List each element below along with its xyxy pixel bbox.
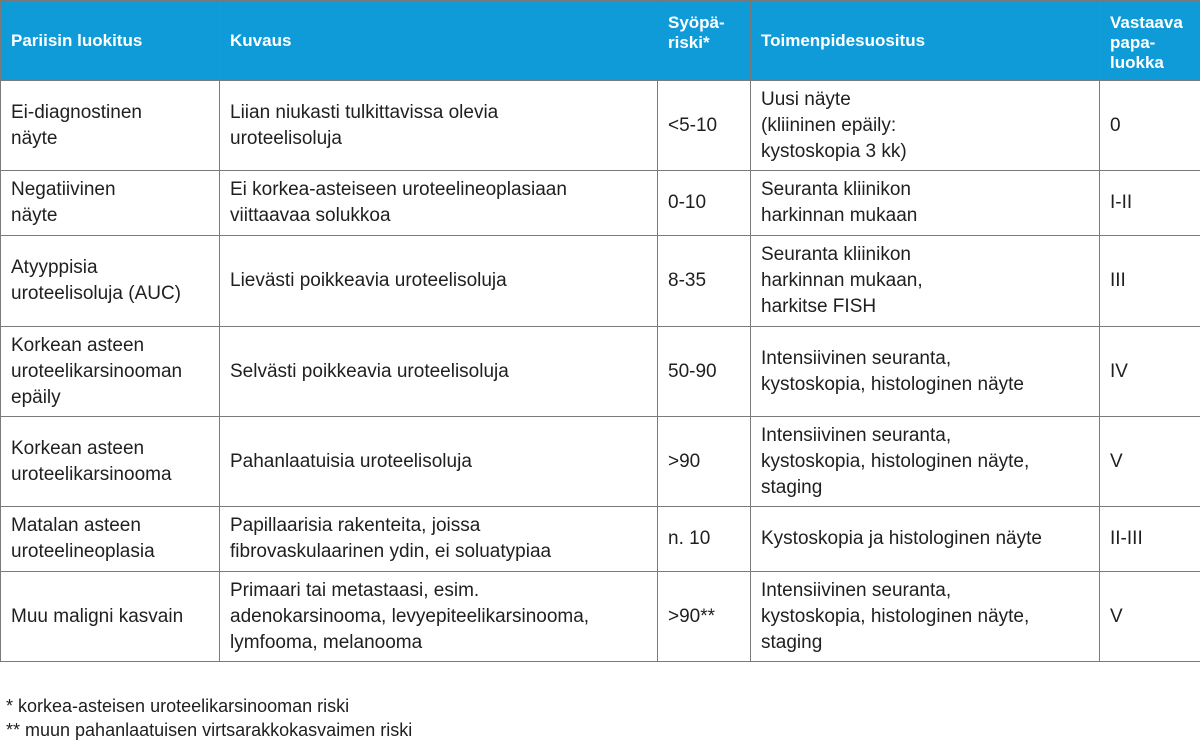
cell-line: Matalan asteen (11, 515, 141, 536)
table-row (1, 171, 1200, 236)
cell-line: 0 (1110, 114, 1121, 136)
cell-line: V (1110, 605, 1123, 627)
cell-papa-class (1100, 81, 1200, 171)
cell-line: Primaari tai metastaasi, esim. (230, 579, 480, 601)
cell-line: epäily (11, 386, 61, 408)
cell-line: Uusi näyte (761, 88, 851, 110)
cell-line: Kystoskopia ja histologinen näyte (761, 528, 1042, 549)
cell-line: viittaavaa solukkoa (230, 205, 391, 226)
cell-line: I-II (1110, 192, 1133, 213)
header-description (220, 1, 658, 81)
cell-line: kystoskopia, histologinen näyte, (761, 450, 1030, 472)
header-papa-class (1100, 1, 1200, 81)
cell-line: papa- (1110, 33, 1156, 52)
cell-line: uroteelikarsinooman (11, 360, 183, 382)
cell-line: fibrovaskulaarinen ydin, ei soluatypiaa (230, 541, 552, 562)
header-classification (1, 1, 220, 81)
cell-line: Muu maligni kasvain (11, 605, 184, 627)
cell-line: II-III (1110, 528, 1143, 549)
header-recommended-action (751, 1, 1100, 81)
cell-description (220, 81, 658, 171)
cell-line: Liian niukasti tulkittavissa olevia (230, 101, 499, 123)
footnote-other-malignancy-risk: ** muun pahanlaatuisen virtsarakkokasvaimen riski (6, 720, 413, 740)
cell-line: Seuranta kliinikon (761, 179, 911, 200)
header-row (1, 1, 1200, 81)
cell-line: Kuvaus (230, 30, 292, 50)
cell-line: riski* (668, 33, 710, 52)
cell-recommended-action (751, 417, 1100, 507)
cell-line: Intensiivinen seuranta, (761, 347, 952, 369)
cell-line: >90** (668, 605, 716, 627)
cell-line: >90 (668, 450, 701, 472)
cell-line: Vastaava (1110, 13, 1183, 32)
cell-recommended-action (751, 507, 1100, 572)
header-cancer-risk (658, 1, 751, 81)
cell-description (220, 236, 658, 327)
cell-line: Toimenpidesuositus (761, 30, 926, 50)
cell-cancer-risk (658, 572, 751, 662)
footnotes (6, 694, 412, 742)
cell-line: Negatiivinen (11, 179, 116, 200)
footnote-cancer-risk: * korkea-asteisen uroteelikarsinooman riski (6, 696, 350, 716)
cell-line: III (1110, 270, 1126, 291)
cell-line: n. 10 (668, 528, 711, 549)
cell-line: V (1110, 450, 1123, 472)
cell-papa-class (1100, 327, 1200, 417)
cell-classification (1, 507, 220, 572)
cell-line: uroteelisoluja (230, 127, 342, 149)
cell-line: Lievästi poikkeavia uroteelisoluja (230, 270, 507, 291)
cell-line: uroteelineoplasia (11, 541, 155, 562)
cell-line: Pariisin luokitus (11, 30, 143, 50)
cell-recommended-action (751, 81, 1100, 171)
cell-papa-class (1100, 507, 1200, 572)
cell-cancer-risk (658, 417, 751, 507)
cell-papa-class (1100, 572, 1200, 662)
cell-line: 0-10 (668, 192, 707, 213)
cell-line: kystoskopia, histologinen näyte, (761, 605, 1030, 627)
table-row (1, 236, 1200, 327)
table-row (1, 507, 1200, 572)
cell-line: lymfooma, melanooma (230, 631, 423, 653)
cell-line: staging (761, 476, 823, 498)
cell-cancer-risk (658, 327, 751, 417)
cell-line: kystoskopia 3 kk) (761, 140, 907, 162)
cell-cancer-risk (658, 171, 751, 236)
cell-classification (1, 417, 220, 507)
cell-cancer-risk (658, 507, 751, 572)
table-row (1, 572, 1200, 662)
cell-line: IV (1110, 360, 1128, 382)
cell-line: Intensiivinen seuranta, (761, 424, 952, 446)
cell-line: (kliininen epäily: (761, 114, 897, 136)
cell-papa-class (1100, 171, 1200, 236)
cell-line: adenokarsinooma, levyepiteelikarsinooma, (230, 605, 590, 627)
cell-line: Atyyppisia (11, 257, 98, 278)
cell-line: 50-90 (668, 360, 717, 382)
cell-line: harkinnan mukaan, (761, 270, 923, 291)
cell-line: Intensiivinen seuranta, (761, 579, 952, 601)
cell-line: Papillaarisia rakenteita, joissa (230, 515, 481, 536)
cell-papa-class (1100, 417, 1200, 507)
cell-cancer-risk (658, 81, 751, 171)
table-row (1, 81, 1200, 171)
cell-line: harkinnan mukaan (761, 205, 918, 226)
cell-line: näyte (11, 127, 58, 149)
cell-classification (1, 327, 220, 417)
cell-description (220, 572, 658, 662)
cell-description (220, 417, 658, 507)
cell-line: Selvästi poikkeavia uroteelisoluja (230, 360, 509, 382)
cell-line: 8-35 (668, 270, 707, 291)
cell-line: staging (761, 631, 823, 653)
cell-cancer-risk (658, 236, 751, 327)
cell-recommended-action (751, 327, 1100, 417)
cell-recommended-action (751, 171, 1100, 236)
cell-classification (1, 236, 220, 327)
cell-line: Pahanlaatuisia uroteelisoluja (230, 450, 472, 472)
cell-recommended-action (751, 572, 1100, 662)
cell-line: näyte (11, 205, 58, 226)
cell-line: uroteelisoluja (AUC) (11, 283, 182, 304)
cell-description (220, 327, 658, 417)
cell-line: kystoskopia, histologinen näyte (761, 373, 1024, 395)
table-row (1, 417, 1200, 507)
cell-classification (1, 81, 220, 171)
cell-line: Seuranta kliinikon (761, 244, 911, 265)
cell-line: Ei korkea-asteiseen uroteelineoplasiaan (230, 179, 567, 200)
cell-line: Syöpä- (668, 13, 725, 32)
cell-classification (1, 572, 220, 662)
cell-line: uroteelikarsinooma (11, 463, 172, 485)
cell-line: Ei-diagnostinen (11, 101, 142, 123)
cell-classification (1, 171, 220, 236)
cell-description (220, 507, 658, 572)
cell-line: Korkean asteen (11, 334, 145, 356)
cell-line: luokka (1110, 53, 1164, 72)
cell-description (220, 171, 658, 236)
cell-line: harkitse FISH (761, 296, 877, 317)
cell-recommended-action (751, 236, 1100, 327)
cell-line: <5-10 (668, 114, 718, 136)
cell-papa-class (1100, 236, 1200, 327)
table-row (1, 327, 1200, 417)
cell-line: Korkean asteen (11, 437, 145, 459)
